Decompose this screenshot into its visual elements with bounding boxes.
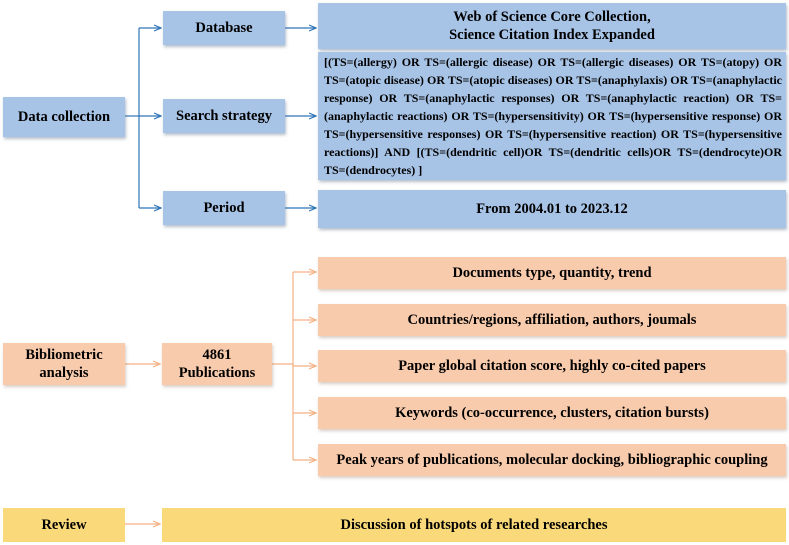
bibliometric-label-line1: Bibliometric: [25, 347, 103, 363]
review-value-box: [162, 508, 786, 542]
analysis-item-4-label: Keywords (co-occurrence, clusters, citation bursts): [395, 405, 709, 421]
period-label: Period: [203, 200, 245, 216]
analysis-item-5: [318, 444, 786, 476]
publications-count: 4861: [202, 347, 232, 363]
review-box: [3, 508, 125, 542]
bibliometric-analysis-box: [3, 343, 125, 385]
search-strategy-label: Search strategy: [176, 108, 272, 124]
publications-label: Publications: [178, 365, 256, 381]
analysis-item-4: [318, 397, 786, 429]
database-value-line2: Science Citation Index Expanded: [449, 27, 655, 43]
analysis-item-2: [318, 304, 786, 336]
database-value-box: [318, 3, 786, 49]
database-label: Database: [195, 20, 253, 36]
analysis-item-3-label: Paper global citation score, highly co-cited papers: [398, 358, 706, 374]
period-box: [163, 191, 285, 225]
data-collection-label: Data collection: [17, 109, 111, 125]
analysis-item-5-label: Peak years of publications, molecular docking, bibliographic coupling: [336, 452, 768, 468]
analysis-item-1-label: Documents type, quantity, trend: [452, 265, 652, 281]
data-collection-box: [3, 97, 125, 137]
analysis-item-3: [318, 350, 786, 382]
period-value: From 2004.01 to 2023.12: [476, 201, 628, 217]
search-strategy-query: [(TS=(allergy) OR TS=(allergic disease) OR TS=(allergic diseases) OR TS=(atopy) OR TS=(atopic disease) OR TS=(atopic diseases) OR TS=(anaphylaxis) OR TS=(anaphylactic response) OR TS=(anaphylactic responses) OR TS=(anaphylactic reaction) OR TS=(anaphylactic reactions) OR TS=(hypersensitivity) OR TS=(hypersensitive response) OR TS=(hypersensitive responses) OR TS=(hypersensitive reaction) OR TS=(hypersensitive reactions)] AND [(TS=(dendritic cell)OR TS=(dendritic cells)OR TS=(dendrocyte)OR TS=(dendrocytes) ]: [324, 55, 782, 177]
database-value-line1: Web of Science Core Collection,: [453, 9, 651, 25]
review-label: Review: [41, 517, 87, 533]
analysis-item-1: [318, 257, 786, 289]
analysis-item-2-label: Countries/regions, affiliation, authors, joumals: [407, 312, 697, 328]
search-strategy-box: [163, 99, 285, 133]
publications-box: [162, 343, 272, 385]
period-value-box: [318, 190, 786, 228]
search-strategy-query-box: [318, 52, 786, 180]
bibliometric-label-line2: analysis: [39, 365, 89, 381]
database-box: [163, 11, 285, 45]
review-value: Discussion of hotspots of related researches: [340, 517, 608, 533]
